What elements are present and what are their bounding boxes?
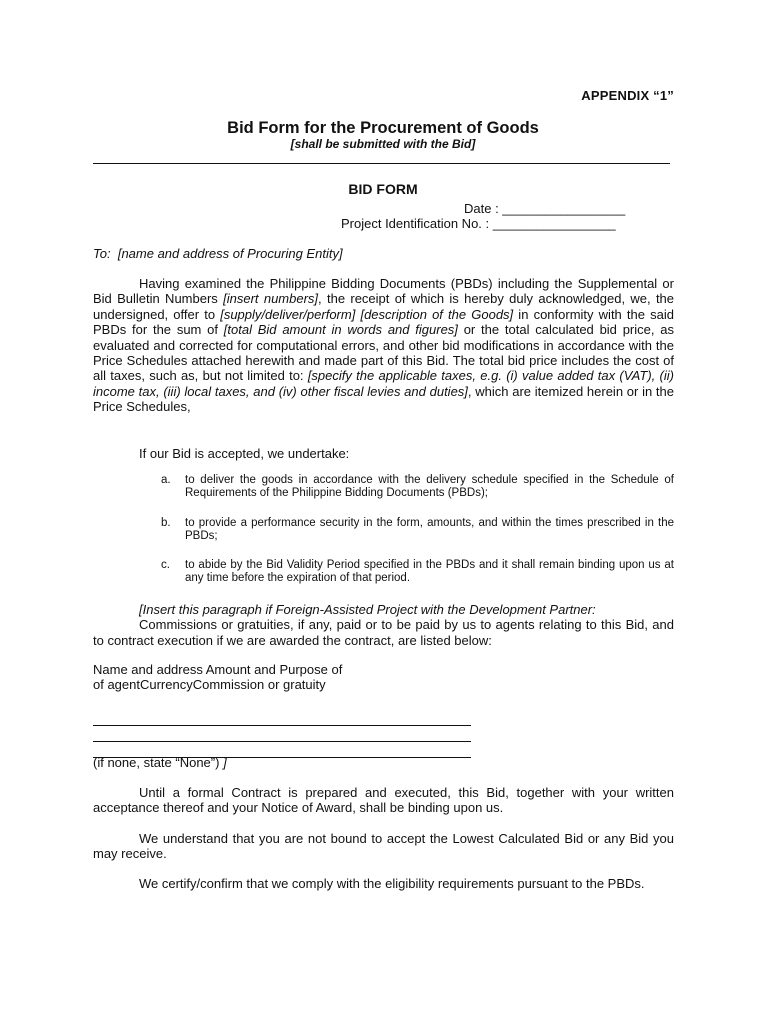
commission-header-line-2: of agentCurrencyCommission or gratuity [93,677,326,693]
list-item [161,517,674,544]
if-none-note [93,755,227,770]
undertake-line: If our Bid is accepted, we undertake: [139,446,350,461]
appendix-label: APPENDIX “1” [581,88,674,103]
project-id-blank: _________________ [492,216,616,231]
offer-placeholder-description: [supply/deliver/perform] [description of the Goods] [220,306,514,322]
binding-paragraph: Until a formal Contract is prepared and executed, this Bid, together with your written acceptance thereof and your Notice of Award, shall be binding upon us. [93,785,674,816]
offer-placeholder-numbers: [insert numbers] [223,291,319,307]
to-label: To: [93,246,111,261]
list-item [161,474,674,501]
offer-placeholder-amount: [total Bid amount in words and figures] [223,322,458,338]
date-field [464,201,625,216]
offer-text-2: , the receipt of which is hereby duly acknowledged, we, the undersigned, offer to [93,291,675,322]
list-item-text: to deliver the goods in accordance with the delivery schedule specified in the Schedule of Requirements of the Philippine Bidding Documents (PBDs); [185,474,674,500]
commission-table-header [93,662,342,693]
bid-form-heading: BID FORM [348,181,418,197]
offer-text-1: Having examined the Philippine Bidding Documents (PBDs) including the Supplemental or Bid Bulletin Numbers [93,276,674,307]
offer-placeholder-taxes: [specify the applicable taxes, e.g. (i) value added tax (VAT), (ii) income tax, (iii) local taxes, and (iv) other fiscal levies and duties] [93,368,674,399]
addressee-line [93,246,343,261]
document-title: Bid Form for the Procurement of Goods [227,119,539,137]
to-value: [name and address of Procuring Entity] [117,246,343,261]
project-id-label: Project Identification No. : [341,216,493,231]
date-label: Date : [464,201,503,216]
eligibility-paragraph: We certify/confirm that we comply with the eligibility requirements pursuant to the PBDs. [139,876,645,891]
title-divider [93,163,670,164]
commission-header-line-1: Name and address Amount and Purpose of [93,662,343,677]
project-id-field [341,216,616,231]
commission-blank-lines [93,710,471,758]
list-marker: c. [161,559,170,571]
offer-text-5: , which are itemized herein or in the Price Schedules, [93,383,675,415]
date-blank: _________________ [502,201,626,216]
blank-line [93,710,471,726]
offer-paragraph [93,276,674,415]
commissions-text: Commissions or gratuities, if any, paid or to be paid by us to agents relating to this Bid, and to contract execution if we are awarded the contract, are listed below: [93,617,674,648]
lowest-bid-paragraph: We understand that you are not bound to accept the Lowest Calculated Bid or any Bid you may receive. [93,831,674,862]
list-item [161,559,674,586]
closing-bracket: ] [223,755,227,770]
list-marker: a. [161,474,171,486]
list-item-text: to provide a performance security in the form, amounts, and within the times prescribed in the PBDs; [185,517,674,543]
offer-text-4: or the total calculated bid price, as evaluated and corrected for computational errors, and other bid modifications in accordance with the Price Schedules attached herewith and made part of this Bid. The total bid price includes the cost of all taxes, such as, but not limited to: [93,322,674,384]
offer-text-3: in conformity with the said PBDs for the sum of [93,306,674,338]
document-subtitle: [shall be submitted with the Bid] [290,137,476,151]
blank-line [93,726,471,742]
list-item-text: to abide by the Bid Validity Period specified in the PBDs and it shall remain binding upon us at any time before the expiration of that period. [185,559,674,585]
commissions-paragraph [93,602,674,648]
insert-instruction: [Insert this paragraph if Foreign-Assisted Project with the Development Partner: [139,602,596,617]
if-none-text: (if none, state “None”) [93,755,224,770]
list-marker: b. [161,517,171,529]
